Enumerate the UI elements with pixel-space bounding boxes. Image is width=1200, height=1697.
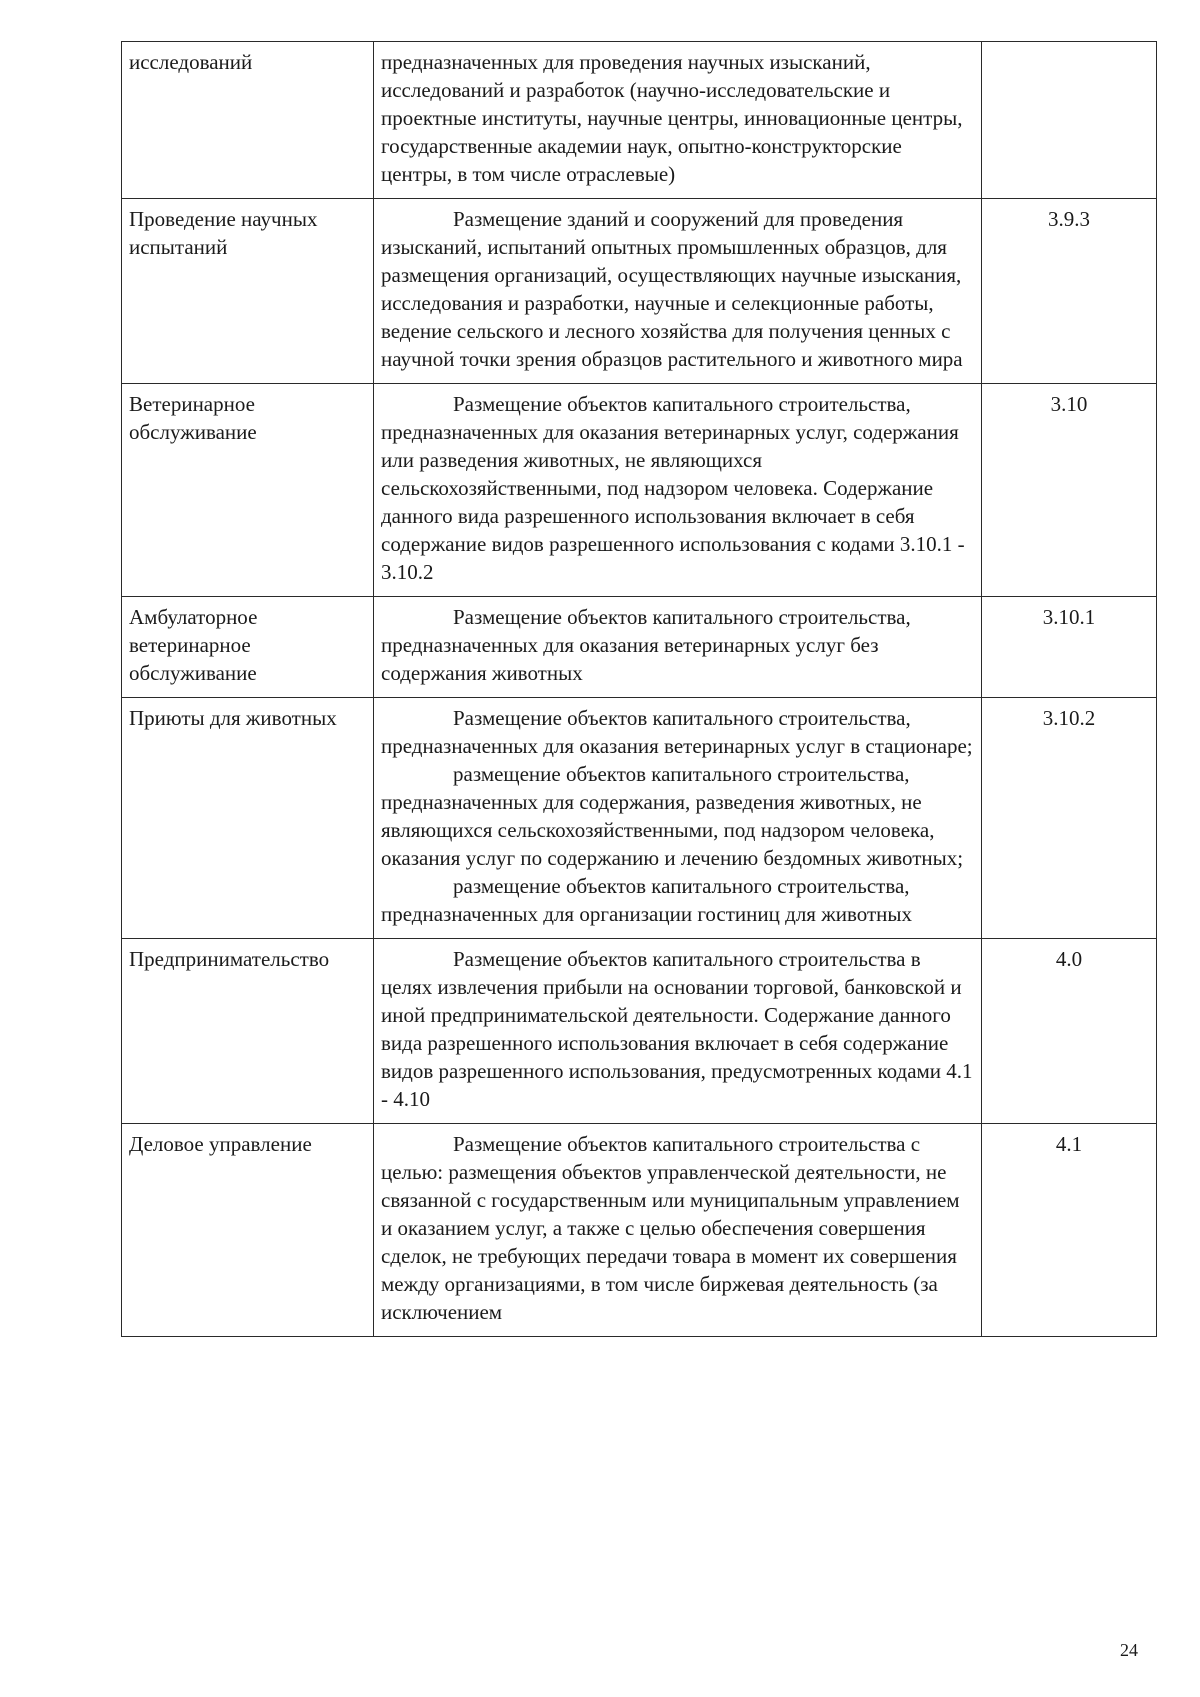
description-paragraph: Размещение объектов капитального строительства с целью: размещения объектов управленческой деятельности, не связанной с государственным или муниципальным управлением и оказанием услуг, а также с целью обеспечения совершения сделок, не требующих передачи товара в момент их совершения между организациями, в том числе биржевая деятельность (за исключением bbox=[381, 1132, 960, 1324]
use-type-code-cell: 4.0 bbox=[982, 939, 1157, 1124]
description-paragraph: Размещение объектов капитального строительства, предназначенных для оказания ветеринарных услуг, содержания или разведения животных, не являющихся сельскохозяйственными, под надзором человека. Содержание данного вида разрешенного использования включает в себя содержание видов разрешенного использования с кодами 3.10.1 - 3.10.2 bbox=[381, 392, 965, 584]
use-type-code-cell: 3.10 bbox=[982, 384, 1157, 597]
description-paragraph: предназначенных для проведения научных изысканий, исследований и разработок (научно-исследовательские и проектные институты, научные центры, инновационные центры, государственные академии наук, опытно-конструкторские центры, в том числе отраслевые) bbox=[381, 50, 963, 186]
use-type-code-cell: 4.1 bbox=[982, 1124, 1157, 1337]
use-type-code-cell: 3.9.3 bbox=[982, 199, 1157, 384]
use-type-code-cell bbox=[982, 42, 1157, 199]
description-paragraph: Размещение объектов капитального строительства, предназначенных для оказания ветеринарных услуг без содержания животных bbox=[381, 605, 911, 685]
use-type-name-cell: Ветеринарное обслуживание bbox=[122, 384, 374, 597]
use-type-description-cell bbox=[374, 199, 982, 384]
description-paragraph: размещение объектов капитального строительства, предназначенных для организации гостиниц для животных bbox=[381, 874, 912, 926]
use-type-name-cell: Деловое управление bbox=[122, 1124, 374, 1337]
use-type-name-cell: Амбулаторное ветеринарное обслуживание bbox=[122, 597, 374, 698]
description-paragraph: Размещение зданий и сооружений для проведения изысканий, испытаний опытных промышленных образцов, для размещения организаций, осуществляющих научные изыскания, исследования и разработки, научные и селекционные работы, ведение сельского и лесного хозяйства для получения ценных с научной точки зрения образцов растительного и животного мира bbox=[381, 207, 963, 371]
page-number: 24 bbox=[1120, 1640, 1138, 1660]
table-row bbox=[122, 1124, 1157, 1337]
use-type-description-cell bbox=[374, 42, 982, 199]
use-type-description-cell bbox=[374, 384, 982, 597]
use-type-name-cell: Приюты для животных bbox=[122, 698, 374, 939]
use-type-description-cell bbox=[374, 597, 982, 698]
use-type-name-cell: Проведение научных испытаний bbox=[122, 199, 374, 384]
use-type-name-cell: Предпринимательство bbox=[122, 939, 374, 1124]
use-type-description-cell bbox=[374, 939, 982, 1124]
table-row bbox=[122, 42, 1157, 199]
use-type-code-cell: 3.10.1 bbox=[982, 597, 1157, 698]
use-type-name-cell: исследований bbox=[122, 42, 374, 199]
description-paragraph: Размещение объектов капитального строительства, предназначенных для оказания ветеринарных услуг в стационаре; bbox=[381, 706, 973, 758]
table-body bbox=[122, 42, 1157, 1337]
description-paragraph: Размещение объектов капитального строительства в целях извлечения прибыли на основании торговой, банковской и иной предпринимательской деятельности. Содержание данного вида разрешенного использования включает в себя содержание видов разрешенного использования, предусмотренных кодами 4.1 - 4.10 bbox=[381, 947, 973, 1111]
table-row bbox=[122, 597, 1157, 698]
table-row bbox=[122, 939, 1157, 1124]
use-type-description-cell bbox=[374, 1124, 982, 1337]
land-use-table bbox=[121, 41, 1157, 1337]
table-row bbox=[122, 698, 1157, 939]
description-paragraph: размещение объектов капитального строительства, предназначенных для содержания, разведения животных, не являющихся сельскохозяйственными, под надзором человека, оказания услуг по содержанию и лечению бездомных животных; bbox=[381, 762, 964, 870]
table-row bbox=[122, 384, 1157, 597]
use-type-description-cell bbox=[374, 698, 982, 939]
use-type-code-cell: 3.10.2 bbox=[982, 698, 1157, 939]
table-row bbox=[122, 199, 1157, 384]
